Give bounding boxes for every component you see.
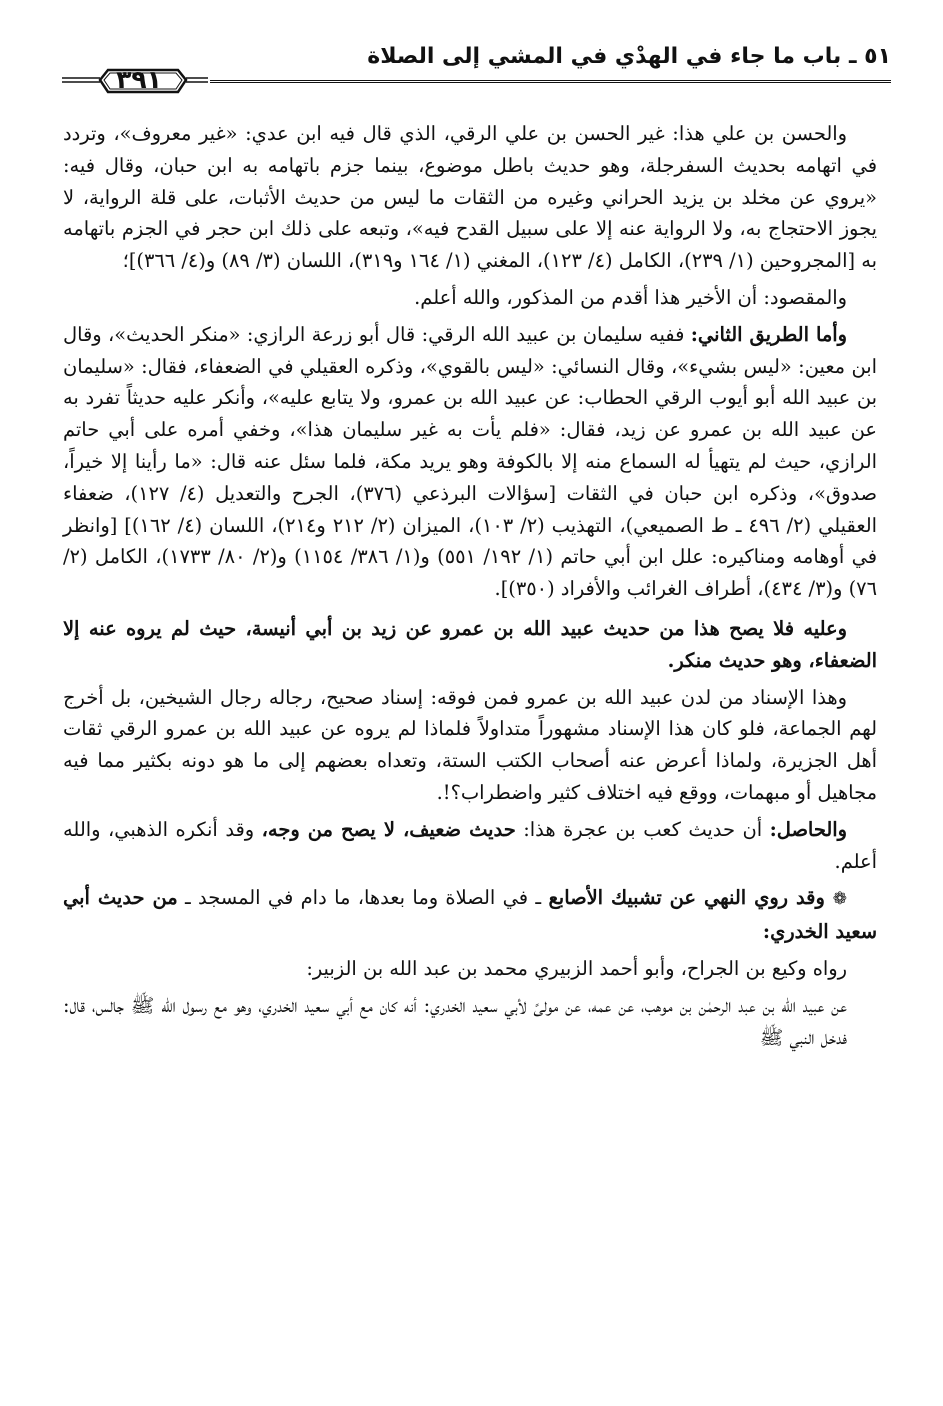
conclusion-paragraph: وعليه فلا يصح هذا من حديث عبيد الله بن عمرو عن زيد بن أبي أنيسة، حيث لم يروه عنه إلا الضعفاء، وهو حديث منكر. — [63, 616, 877, 672]
paragraph-text: ـ في الصلاة وما بعدها، ما دام في المسجد ـ — [177, 886, 549, 910]
page-header — [60, 38, 891, 102]
heading-text: من حديث أبي سعيد الخدري: — [63, 886, 877, 944]
page-number: ٣٩١ — [116, 65, 162, 94]
paragraph — [63, 319, 877, 605]
body-text — [63, 118, 877, 1058]
chapter-title: ٥١ ـ باب ما جاء في الهدْي في المشي إلى الصلاة — [367, 44, 891, 69]
verdict-text: حديث ضعيف، لا يصح من وجه، — [261, 817, 516, 841]
heading-text: وقد روي النهي عن تشبيك الأصابع — [548, 886, 833, 910]
paragraph: رواه وكيع بن الجراح، وأبو أحمد الزبيري محمد بن عبد الله بن الزبير: — [306, 956, 847, 980]
paragraph-text: أن حديث كعب بن عجرة هذا: — [515, 817, 770, 841]
paragraph-lead: والحاصل: — [769, 817, 848, 841]
header-rule — [210, 80, 891, 83]
paragraph: والحسن بن علي هذا: غير الحسن بن علي الرقي، الذي قال فيه ابن عدي: «غير معروف»، وتردد في اتهامه بحديث السفرجلة، وهو حديث باطل موضوع، بينما جزم باتهامه به ابن حبان، وقال فيه: «يروي عن مخلد بن يزيد الحراني وغيره من الثقات ما ليس من حديث الأثبات، على قلة الرواية، لا يجوز الاحتجاج به، ولا الرواية عنه إلا على سبيل القدح فيه»، وتبعه على ذلك ابن حجر في الجزم باتهامه به [المجروحين (١/ ٢٣٩)، الكامل (٤/ ١٢٣)، المغني (١/ ١٦٤ و٣١٩)، اللسان (٣/ ٨٩) و(٤/ ٣٦٦)]؛ — [63, 122, 877, 273]
paragraph: عن عبيد الله بن عبد الرحمٰن بن موهب، عن عمه، عن مولىً لأبي سعيد الخدري: أنه كان مع أبي سعيد الخدري، وهو مع رسول الله ﷺ جالس، قال: فدخل النبي ﷺ — [63, 993, 847, 1049]
paragraph — [63, 814, 877, 878]
page-number-badge — [60, 62, 210, 98]
paragraph-text: وقد أنكره الذهبي، والله أعلم. — [63, 817, 877, 873]
section-heading-paragraph — [63, 882, 877, 948]
flower-icon: ❁ — [832, 889, 848, 910]
paragraph: والمقصود: أن الأخير هذا أقدم من المذكور، والله أعلم. — [414, 285, 847, 309]
paragraph: وهذا الإسناد من لدن عبيد الله بن عمرو فمن فوقه: إسناد صحيح، رجاله رجال الشيخين، بل أخرج لهم الجماعة، فلو كان هذا الإسناد مشهوراً متداولاً فلماذا لم يروه عن عبيد الله بن عمرو الرقي ثقات أهل الجزيرة، ولماذا أعرض عنه أصحاب الكتب الستة، وتعداه بعضهم إلى ما هو دونه بكثير مما فيه مجاهيل أو مبهمات، ووقع فيه اختلاف كثير واضطراب؟!. — [63, 685, 877, 804]
paragraph-lead: وأما الطريق الثاني: — [690, 322, 847, 346]
paragraph-text: ففيه سليمان بن عبيد الله الرقي: قال أبو زرعة الرازي: «منكر الحديث»، وقال ابن معين: «ليس بشيء»، وقال النسائي: «ليس بالقوي»، وذكره العقيلي في الضعفاء، فقال: «سليمان بن عبيد الله أبو أيوب الرقي الحطاب: عن عبيد الله بن عمرو، ولا يتابع عليه»، وأنكر عليه حديثاً تفرد به عن عبيد الله بن عمرو عن زيد، فقال: «فلم يأت به غير سليمان هذا»، وخفي أمره على أبي حاتم الرازي، حيث لم يتهيأ له السماع منه إلا بالكوفة وهو يريد مكة، فلما سئل عنه قال: «ما رأينا إلا خيراً، صدوق»، وذكره ابن حبان في الثقات [سؤالات البرذعي (٣٧٦)، الجرح والتعديل (٤/ ١٢٧)، ضعفاء العقيلي (٢/ ٤٩٦ ـ ط الصميعي)، التهذيب (٢/ ١٠٣)، الميزان (٢/ ٢١٢ و٢١٤)، اللسان (٤/ ١٦٢)] [وانظر في أوهامه ومناكيره: علل ابن أبي حاتم (١/ ١٩٢/ ٥٥١) و(١/ ٣٨٦/ ١١٥٤) و(٢/ ٨٠/ ١٧٣٣)، الكامل (٢/ ٧٦) و(٣/ ٤٣٤)، أطراف الغرائب والأفراد (٣٥٠)]. — [63, 322, 877, 601]
